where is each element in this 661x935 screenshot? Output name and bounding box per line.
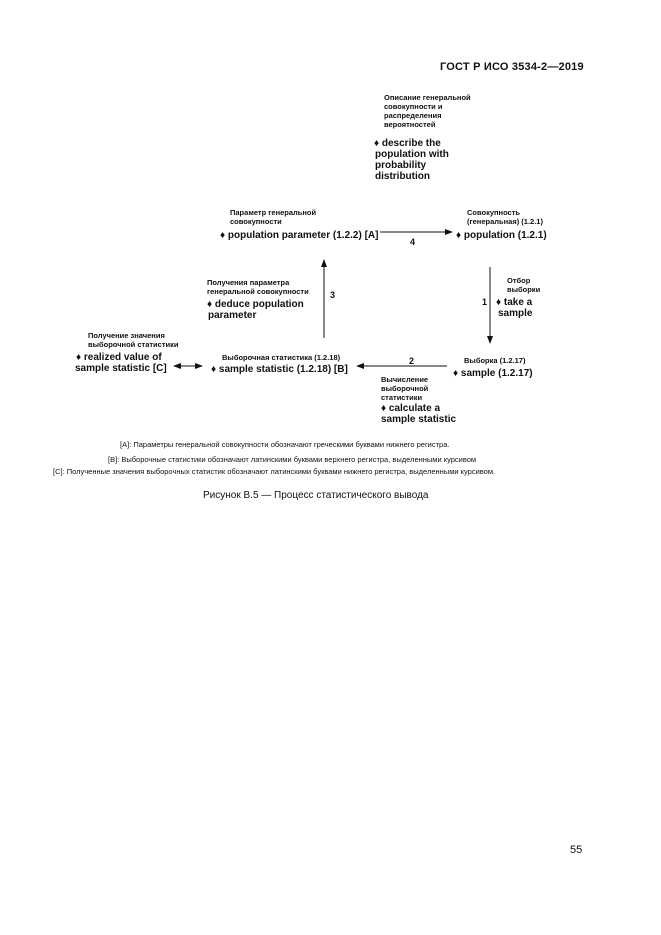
describe-block [384, 93, 471, 129]
population-ru-1: Совокупность [467, 208, 521, 217]
arrow-label-4: 4 [410, 237, 416, 247]
figure-caption: Рисунок В.5 — Процесс статистического вывода [203, 490, 429, 501]
calculate-ru-2: выборочной [381, 384, 429, 393]
describe-ru-1: Описание генеральной [384, 93, 471, 102]
population-ru-2: (генеральная) (1.2.1) [467, 217, 543, 226]
take-sample-ru-2: выборки [507, 285, 541, 294]
deduce-en [207, 299, 304, 321]
calculate-en-1: ♦ calculate a [381, 403, 441, 414]
describe-ru-3: распределения [384, 111, 442, 120]
population-block [467, 208, 543, 226]
population-en: ♦ population (1.2.1) [456, 230, 547, 241]
note-a: [A]: Параметры генеральной совокупности обозначают греческими буквами нижнего регистра. [120, 440, 450, 449]
describe-en-1: ♦ describe the [374, 138, 441, 149]
param-ru-2: совокупности [230, 217, 282, 226]
realized-ru-1: Получение значения [88, 331, 165, 340]
calculate-ru-3: статистики [381, 393, 423, 402]
describe-en-3: probability [375, 160, 427, 171]
realized-ru [88, 331, 178, 349]
deduce-ru [207, 278, 309, 296]
take-sample-ru-1: Отбор [507, 276, 531, 285]
deduce-ru-1: Получения параметра [207, 278, 290, 287]
arrow-label-2: 2 [409, 356, 415, 366]
calculate-ru-1: Вычисление [381, 375, 429, 384]
arrow-label-3: 3 [330, 290, 336, 300]
param-ru-1: Параметр генеральной [230, 208, 317, 217]
take-sample-ru [507, 276, 540, 294]
take-sample-en-1: ♦ take a [496, 297, 533, 308]
note-c: [C]: Полученные значения выборочных статистик обозначают латинскими буквами нижнего регистра, выделенными курсивом. [53, 467, 496, 476]
deduce-en-1: ♦ deduce population [207, 299, 304, 310]
describe-en-block [374, 138, 449, 182]
param-block [230, 208, 316, 226]
sample-ru: Выборка (1.2.17) [464, 356, 526, 365]
calculate-en-2: sample statistic [381, 414, 457, 425]
statistic-en: ♦ sample statistic (1.2.18) [B] [211, 364, 348, 375]
standard-header: ГОСТ Р ИСО 3534-2—2019 [440, 61, 584, 73]
take-sample-en-2: sample [498, 308, 533, 319]
sample-en: ♦ sample (1.2.17) [453, 368, 533, 379]
realized-en-1: ♦ realized value of [76, 352, 162, 363]
describe-en-4: distribution [375, 171, 430, 182]
deduce-ru-2: генеральной совокупности [207, 287, 309, 296]
arrow-label-1: 1 [482, 297, 488, 307]
param-en: ♦ population parameter (1.2.2) [A] [220, 230, 379, 241]
take-sample-en [496, 297, 532, 319]
note-b: [B]: Выборочные статистики обозначают латинскими буквами верхнего регистра, выделенными курсивом [108, 455, 477, 464]
page-number: 55 [570, 844, 583, 856]
calculate-ru [381, 375, 428, 402]
calculate-en [381, 403, 456, 425]
describe-en-2: population with [375, 149, 449, 160]
realized-en-2: sample statistic [C] [75, 363, 167, 374]
describe-ru-2: совокупности и [384, 102, 443, 111]
realized-ru-2: выборочной статистики [88, 340, 179, 349]
statistic-ru: Выборочная статистика (1.2.18) [222, 353, 341, 362]
describe-ru-4: вероятностей [384, 120, 436, 129]
realized-en [76, 352, 167, 374]
deduce-en-2: parameter [208, 310, 257, 321]
